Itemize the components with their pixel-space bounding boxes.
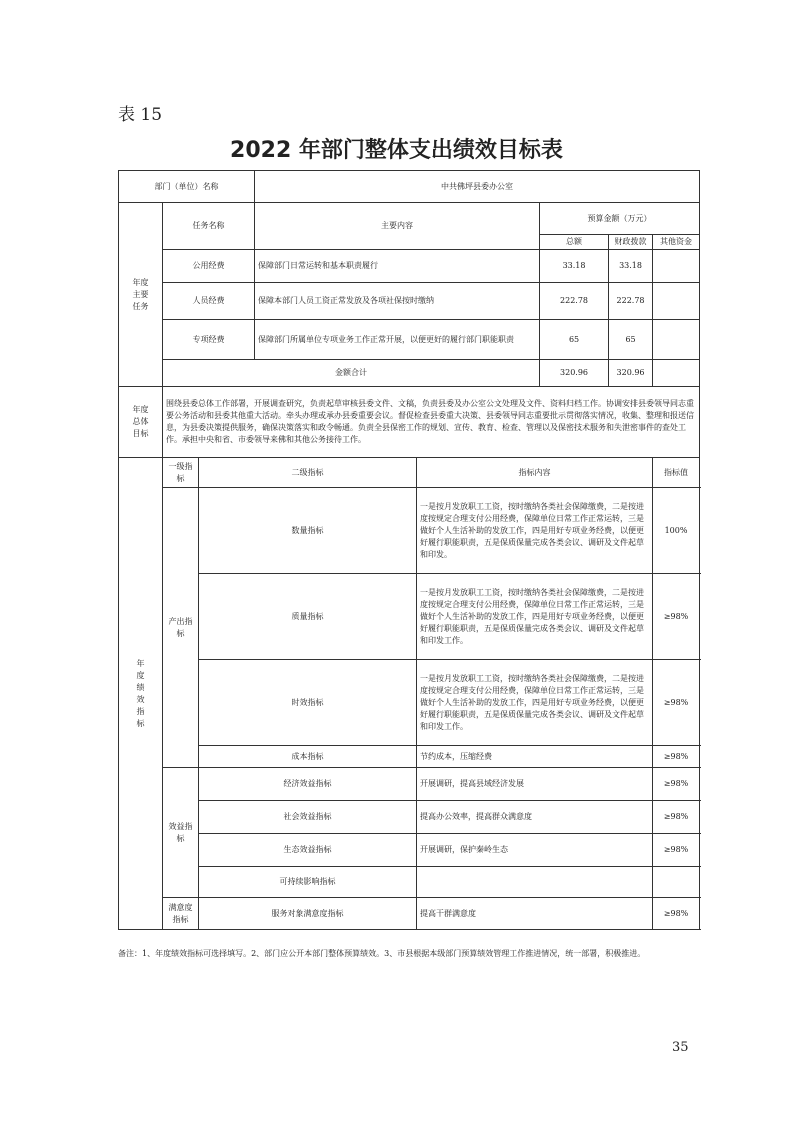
indicator-content: 开展调研，保护秦岭生态 bbox=[417, 834, 653, 867]
dept-row bbox=[119, 171, 700, 203]
indicator-name: 可持续影响指标 bbox=[199, 867, 417, 898]
indicator-row bbox=[119, 660, 700, 746]
task-name: 人员经费 bbox=[163, 283, 255, 320]
indicator-value: ≥98% bbox=[653, 898, 700, 930]
task-total: 222.78 bbox=[540, 283, 609, 320]
task-total: 33.18 bbox=[540, 250, 609, 283]
indicator-value: ≥98% bbox=[653, 768, 700, 801]
indicator-content: 节约成本，压缩经费 bbox=[417, 746, 653, 768]
indicator-content: 一是按月发放职工工资，按时缴纳各类社会保障缴费，二是按进度按规定合理支付公用经费，保障单位日常工作正常运转，三是做好个人生活补助的发放工作，四是用好专项业务经费，以便更好履行职能职责，五是保质保量完成各类会议、调研及文件起草和印发。 bbox=[417, 488, 653, 574]
indicators-label: 年 度 绩 效 指 标 bbox=[119, 458, 163, 930]
indicator-value: ≥98% bbox=[653, 746, 700, 768]
sum-label: 金额合计 bbox=[163, 360, 540, 387]
sum-total: 320.96 bbox=[540, 360, 609, 387]
task-other bbox=[653, 250, 700, 283]
overall-goal-text: 围绕县委总体工作部署，开展调查研究，负责起草审核县委文件、文稿，负责县委及办公室公文处理及文件、资料归档工作。协调安排县委领导同志重要公务活动和县委其他重大活动。牵头办理或承办县委重要会议。督促检查县委重大决策、县委领导同志重要批示贯彻落实情况，收集、整理和报送信息，为县委决策提供服务，确保决策落实和政令畅通。负责全县保密工作的规划、宣传、教育、检查、管理以及保密技术服务和失泄密事件的查处工作。承担中央和省、市委领导来佛和其他公务接待工作。 bbox=[163, 387, 700, 458]
sum-other bbox=[653, 360, 700, 387]
output-indicator-label: 产出指标 bbox=[163, 488, 199, 768]
indicator-content: 开展调研，提高县域经济发展 bbox=[417, 768, 653, 801]
indicator-value-header: 指标值 bbox=[653, 458, 700, 488]
indicator-header-row bbox=[119, 458, 700, 488]
indicator-value: ≥98% bbox=[653, 660, 700, 746]
overall-goal-row bbox=[119, 387, 700, 458]
level1-header: 一级指标 bbox=[163, 458, 199, 488]
performance-target-table bbox=[118, 170, 700, 930]
indicator-content: 一是按月发放职工工资，按时缴纳各类社会保障缴费，二是按进度按规定合理支付公用经费，保障单位日常工作正常运转，三是做好个人生活补助的发放工作，四是用好专项业务经费，以便更好履行职能职责，五是保质保量完成各类会议、调研及文件起草和印发工作。 bbox=[417, 574, 653, 660]
indicator-row bbox=[119, 867, 700, 898]
task-name-header: 任务名称 bbox=[163, 203, 255, 250]
task-fiscal: 33.18 bbox=[609, 250, 653, 283]
indicator-row bbox=[119, 746, 700, 768]
footnote: 备注：1、年度绩效指标可选择填写。2、部门应公开本部门整体预算绩效。3、市县根据本级部门预算绩效管理工作推进情况，统一部署，积极推进。 bbox=[118, 949, 646, 958]
page-number: 35 bbox=[672, 1040, 689, 1055]
task-row bbox=[119, 320, 700, 360]
indicator-name: 经济效益指标 bbox=[199, 768, 417, 801]
satisfaction-indicator-label: 满意度指标 bbox=[163, 898, 199, 930]
task-header-row bbox=[119, 203, 700, 235]
sum-fiscal: 320.96 bbox=[609, 360, 653, 387]
budget-header: 预算金额（万元） bbox=[540, 203, 700, 235]
indicator-row bbox=[119, 574, 700, 660]
indicator-name: 时效指标 bbox=[199, 660, 417, 746]
page-title: 2022 年部门整体支出绩效目标表 bbox=[230, 138, 563, 163]
task-content: 保障本部门人员工资正常发放及各项社保按时缴纳 bbox=[255, 283, 540, 320]
task-row bbox=[119, 283, 700, 320]
indicator-name: 数量指标 bbox=[199, 488, 417, 574]
indicator-content bbox=[417, 867, 653, 898]
indicator-content: 一是按月发放职工工资，按时缴纳各类社会保障缴费，二是按进度按规定合理支付公用经费，保障单位日常工作正常运转，三是做好个人生活补助的发放工作，四是用好专项业务经费，以便更好履行职能职责，五是保质保量完成各类会议、调研及文件起草和印发工作。 bbox=[417, 660, 653, 746]
indicator-row bbox=[119, 898, 700, 930]
indicator-row bbox=[119, 488, 700, 574]
task-other bbox=[653, 320, 700, 360]
indicator-value bbox=[653, 867, 700, 898]
indicator-name: 生态效益指标 bbox=[199, 834, 417, 867]
task-total: 65 bbox=[540, 320, 609, 360]
total-header: 总额 bbox=[540, 235, 609, 250]
task-name: 专项经费 bbox=[163, 320, 255, 360]
indicator-name: 社会效益指标 bbox=[199, 801, 417, 834]
task-fiscal: 65 bbox=[609, 320, 653, 360]
task-content: 保障部门所属单位专项业务工作正常开展，以便更好的履行部门职能职责 bbox=[255, 320, 540, 360]
level2-header: 二级指标 bbox=[199, 458, 417, 488]
dept-label: 部门（单位）名称 bbox=[119, 171, 255, 203]
indicator-row bbox=[119, 801, 700, 834]
indicator-name: 成本指标 bbox=[199, 746, 417, 768]
annual-tasks-label: 年度 主要 任务 bbox=[119, 203, 163, 387]
task-fiscal: 222.78 bbox=[609, 283, 653, 320]
indicator-value: ≥98% bbox=[653, 801, 700, 834]
task-content: 保障部门日常运转和基本职责履行 bbox=[255, 250, 540, 283]
indicator-content-header: 指标内容 bbox=[417, 458, 653, 488]
dept-value: 中共佛坪县委办公室 bbox=[255, 171, 700, 203]
indicator-row bbox=[119, 768, 700, 801]
indicator-value: ≥98% bbox=[653, 834, 700, 867]
other-header: 其他资金 bbox=[653, 235, 700, 250]
indicator-value: ≥98% bbox=[653, 574, 700, 660]
indicator-name: 服务对象满意度指标 bbox=[199, 898, 417, 930]
benefit-indicator-label: 效益指标 bbox=[163, 768, 199, 898]
document-label: 表 15 bbox=[118, 105, 163, 125]
task-row bbox=[119, 250, 700, 283]
indicator-name: 质量指标 bbox=[199, 574, 417, 660]
indicator-content: 提高办公效率，提高群众满意度 bbox=[417, 801, 653, 834]
indicator-value: 100% bbox=[653, 488, 700, 574]
task-name: 公用经费 bbox=[163, 250, 255, 283]
content-header: 主要内容 bbox=[255, 203, 540, 250]
indicator-row bbox=[119, 834, 700, 867]
fiscal-header: 财政拨款 bbox=[609, 235, 653, 250]
task-sum-row bbox=[119, 360, 700, 387]
indicator-content: 提高干群满意度 bbox=[417, 898, 653, 930]
overall-goal-label: 年度 总体 目标 bbox=[119, 387, 163, 458]
task-other bbox=[653, 283, 700, 320]
